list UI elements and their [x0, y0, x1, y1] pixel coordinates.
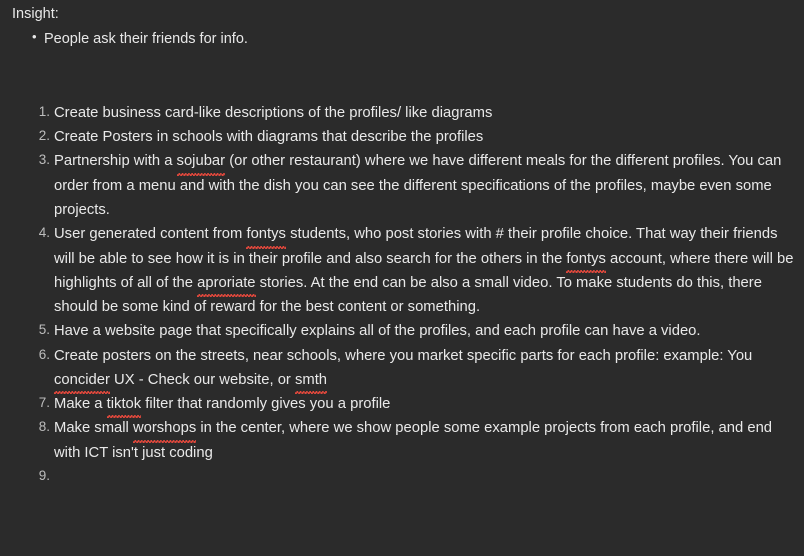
spellcheck-word: sojubar [177, 149, 226, 173]
spellcheck-word: worshops [133, 416, 196, 440]
list-item: Have a website page that specifically explains all of the profiles, and each profile can have a video. [54, 323, 701, 340]
section-spacer [10, 51, 794, 101]
list-item: Partnership with a sojubar (or other restaurant) where we have different meals for the different profiles. You can order from a menu and with the dish you can see the different specifications of the profiles, maybe even some projects. [10, 149, 794, 222]
spellcheck-word: fontys [246, 222, 285, 246]
list-item: Create business card-like descriptions of the profiles/ like diagrams [54, 104, 493, 121]
list-item: Create Posters in schools with diagrams that describe the profiles [54, 129, 484, 146]
list-item: Make small worshops in the center, where we show people some example projects from each profile, and end with ICT isn't just coding [10, 416, 794, 465]
list-item: • People ask their friends for info. [32, 28, 794, 51]
spellcheck-word: aproriate [197, 271, 255, 295]
list-item: Make a tiktok filter that randomly gives you a profile [10, 392, 794, 416]
spellcheck-word: concider [54, 368, 110, 392]
list-item: Create posters on the streets, near schools, where you market specific parts for each profile: example: You concider UX - Check our website, or smth [10, 344, 794, 393]
ideas-numbered-list [10, 101, 794, 485]
list-item: User generated content from fontys students, who post stories with # their profile choice. That way their friends will be able to see how it is in their profile and also search for the others in the fontys account, where there will be highlights of all of the aproriate stories. At the end can be also a small video. To make students do this, there should be some kind of reward for the best content or something. [10, 222, 794, 319]
list-item [10, 465, 794, 485]
insight-heading: Insight: [12, 6, 59, 22]
spellcheck-word: smth [295, 368, 327, 392]
spellcheck-word: fontys [566, 247, 605, 271]
spellcheck-word: tiktok [107, 392, 142, 416]
insight-bullet-list [10, 28, 794, 51]
